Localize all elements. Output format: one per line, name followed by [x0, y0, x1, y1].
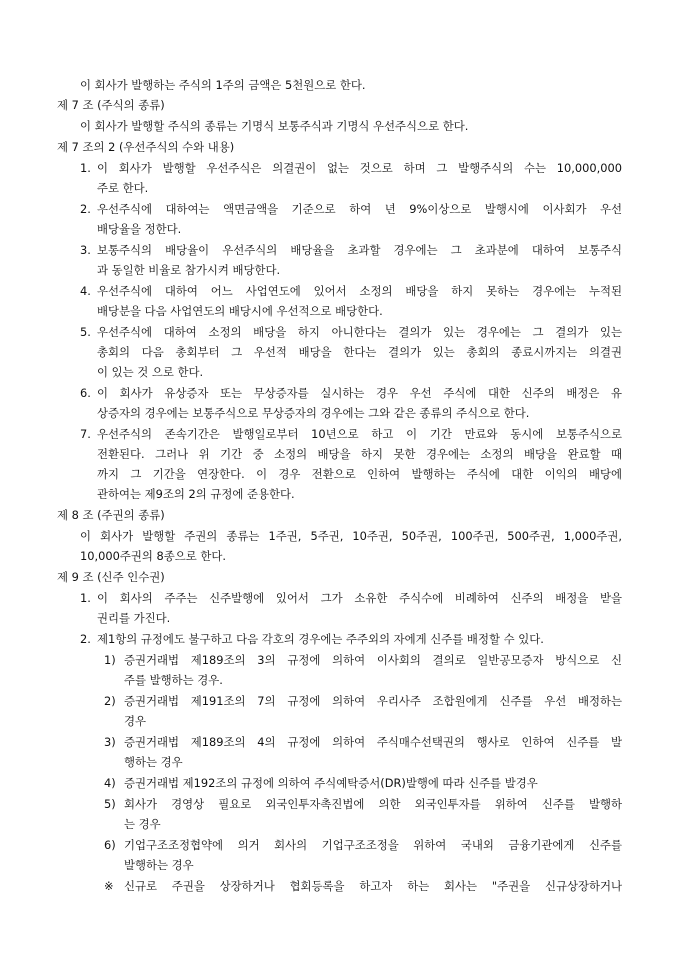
sub-item-line: 경우 — [124, 714, 147, 728]
list-item-line: 주로 한다. — [97, 181, 149, 195]
list-item-line: 과 동일한 비율로 참가시켜 배당한다. — [97, 263, 281, 277]
article-7-heading: 제 7 조 (주식의 종류) — [57, 98, 165, 112]
note-mark: ※ — [104, 879, 114, 893]
sub-item-line: 는 경우 — [124, 817, 161, 831]
list-item-number: 2. — [80, 202, 91, 216]
list-item-number: 4. — [80, 284, 91, 298]
sub-item-line: 기업구조조정협약에 의거 회사의 기업구조조정을 위하여 국내외 금융기관에게 신주를 — [124, 838, 622, 852]
list-item-line: 배당분을 다음 사업연도의 배당시에 우선적으로 배당한다. — [97, 304, 383, 318]
list-item-line: 보통주식의 배당율이 우선주식의 배당율을 초과할 경우에는 그 초과분에 대하여 보통주식 — [97, 243, 622, 257]
list-item-line: 총회의 다음 총회부터 그 우선적 배당을 한다는 결의가 있는 총회의 종료시까지는 의결권 — [97, 345, 622, 359]
list-item-line: 권리를 가진다. — [97, 611, 171, 625]
list-item-number: 3. — [80, 243, 91, 257]
sub-item-number: 4) — [104, 776, 116, 790]
sub-item-number: 5) — [104, 797, 116, 811]
list-item-number: 2. — [80, 632, 91, 646]
sub-item-number: 2) — [104, 694, 116, 708]
list-item-line: 이 회사가 발행할 우선주식은 의결권이 없는 것으로 하며 그 발행주식의 수는 10,000,000 — [97, 161, 622, 175]
list-item-line: 이 회사의 주주는 신주발행에 있어서 그가 소유한 주식수에 비례하여 신주의 배정을 받을 — [97, 591, 622, 605]
article-8-heading: 제 8 조 (주권의 종류) — [57, 508, 165, 522]
list-item-number: 6. — [80, 386, 91, 400]
list-item-line: 관하여는 제9조의 2의 규정에 준용한다. — [97, 487, 295, 501]
sub-item-line: 증권거래법 제191조의 7의 규정에 의하여 우리사주 조합원에게 신주를 우선 배정하는 — [124, 694, 622, 708]
list-item-line: 전환된다. 그러나 위 기간 중 소정의 배당을 하지 못한 경우에는 소정의 배당을 완료할 때 — [97, 447, 622, 461]
article-7-2-heading: 제 7 조의 2 (우선주식의 수와 내용) — [57, 140, 235, 154]
list-item-line: 이 있는 것 으로 한다. — [97, 365, 204, 379]
list-item-line: 제1항의 규정에도 불구하고 다음 각호의 경우에는 주주외의 자에게 신주를 배정할 수 있다. — [97, 632, 544, 646]
sub-item-line: 행하는 경우 — [124, 755, 183, 769]
list-item-line: 상증자의 경우에는 보통주식으로 무상증자의 경우에는 그와 같은 종류의 주식으로 한다. — [97, 406, 530, 420]
sub-item-line: 회사가 경영상 필요로 외국인투자촉진법에 의한 외국인투자를 위하여 신주를 발행하 — [124, 797, 622, 811]
sub-item-line: 주를 발행하는 경우. — [124, 673, 223, 687]
sub-item-line: 증권거래법 제192조의 규정에 의하여 주식예탁증서(DR)발행에 따라 신주를 발경우 — [124, 776, 538, 790]
article-8-line: 10,000주권의 8종으로 한다. — [80, 549, 226, 563]
note-line: 신규로 주권을 상장하거나 협회등록을 하고자 하는 회사는 "주권을 신규상장하거나 — [124, 879, 622, 893]
list-item-line: 까지 그 기간을 연장한다. 이 경우 전환으로 인하여 발행하는 주식에 대한 이익의 배당에 — [97, 467, 622, 481]
article-9-heading: 제 9 조 (신주 인수권) — [57, 570, 165, 584]
list-item-line: 우선주식에 대하여 소정의 배당을 하지 아니한다는 결의가 있는 경우에는 그 결의가 있는 — [97, 325, 622, 339]
sub-item-number: 6) — [104, 838, 116, 852]
list-item-number: 5. — [80, 325, 91, 339]
list-item-line: 배당율을 정한다. — [97, 222, 182, 236]
list-item-line: 이 회사가 유상증자 또는 무상증자를 실시하는 경우 우선 주식에 대한 신주의 배정은 유 — [97, 386, 622, 400]
article-8-line: 이 회사가 발행할 주권의 종류는 1주권, 5주권, 10주권, 50주권, 100주권, 500주권, 1,000주권, — [80, 529, 622, 543]
list-item-line: 우선주식에 대하여 어느 사업연도에 있어서 소정의 배당을 하지 못하는 경우에는 누적된 — [97, 284, 622, 298]
sub-item-line: 발행하는 경우 — [124, 858, 194, 872]
sub-item-number: 3) — [104, 735, 116, 749]
sub-item-line: 증권거래법 제189조의 3의 규정에 의하여 이사회의 결의로 일반공모증자 방식으로 신 — [124, 653, 622, 667]
sub-item-number: 1) — [104, 653, 116, 667]
intro-line: 이 회사가 발행하는 주식의 1주의 금액은 5천원으로 한다. — [80, 78, 366, 92]
list-item-number: 1. — [80, 161, 91, 175]
article-7-body: 이 회사가 발행할 주식의 종류는 기명식 보통주식과 기명식 우선주식으로 한다. — [80, 119, 469, 133]
list-item-line: 우선주식의 존속기간은 발행일로부터 10년으로 하고 이 기간 만료와 동시에 보통주식으로 — [97, 427, 622, 441]
list-item-number: 7. — [80, 427, 91, 441]
sub-item-line: 증권거래법 제189조의 4의 규정에 의하여 주식매수선택권의 행사로 인하여 신주를 발 — [124, 735, 622, 749]
list-item-line: 우선주식에 대하여는 액면금액을 기준으로 하여 년 9%이상으로 발행시에 이사회가 우선 — [97, 202, 622, 216]
list-item-number: 1. — [80, 591, 91, 605]
